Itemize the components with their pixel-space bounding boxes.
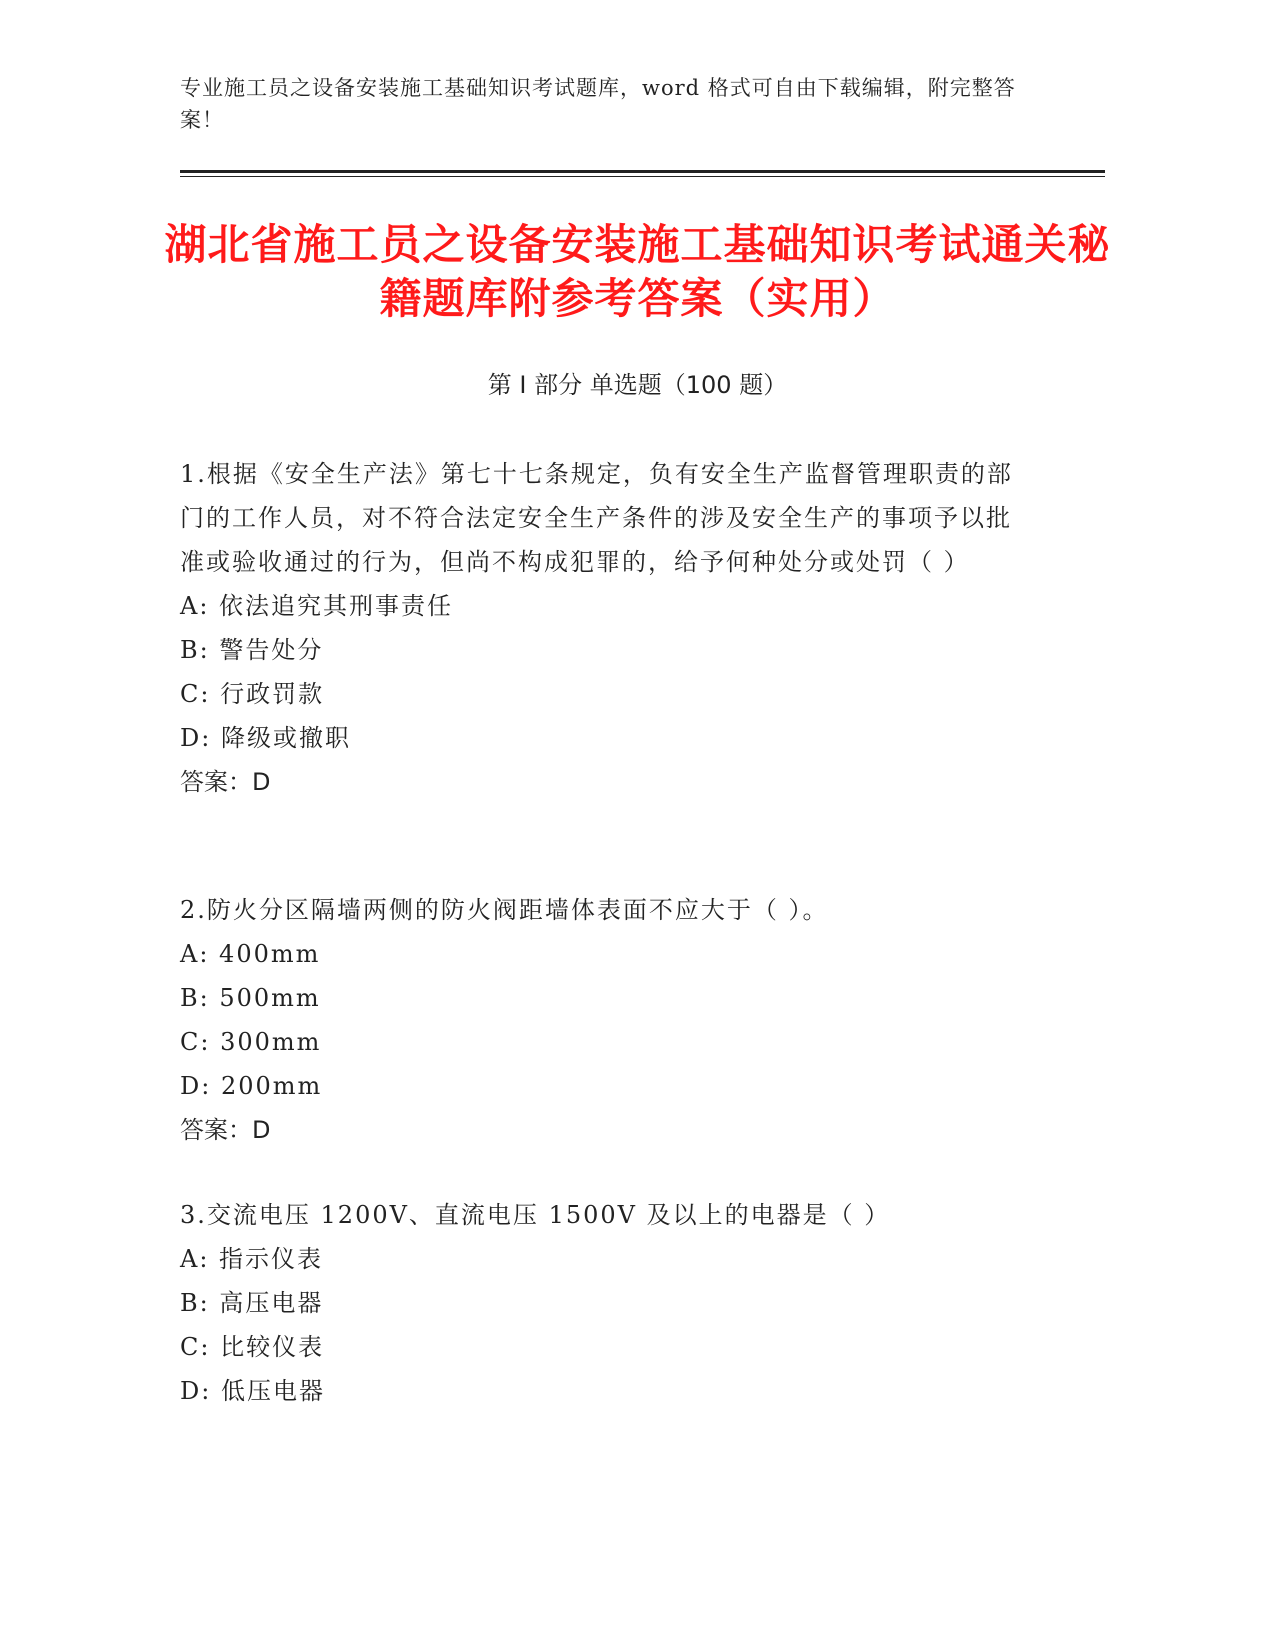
option-c: C: 比较仪表 (180, 1333, 325, 1361)
option-a: A: 400mm (180, 940, 321, 968)
question-text: 1.根据《安全生产法》第七十七条规定，负有安全生产监督管理职责的部门的工作人员，对不符合法定安全生产条件的涉及安全生产的事项予以批准或验收通过的行为，但尚不构成犯罪的，给予何种处分或处罚（ ） (180, 460, 1013, 576)
option-d: D: 降级或撤职 (180, 724, 351, 752)
question-text: 2.防火分区隔墙两侧的防火阀距墙体表面不应大于（ ）。 (180, 896, 829, 924)
question-2 (180, 888, 1030, 1152)
header-divider-thin (180, 176, 1105, 177)
document-title: 湖北省施工员之设备安装施工基础知识考试通关秘籍题库附参考答案（实用） (164, 220, 1111, 323)
option-c: C: 行政罚款 (180, 680, 325, 708)
answer: 答案：D (180, 1116, 271, 1144)
question-3 (180, 1193, 1030, 1413)
option-a: A: 依法追究其刑事责任 (180, 592, 454, 620)
question-1 (180, 452, 1030, 804)
option-a: A: 指示仪表 (180, 1245, 324, 1273)
header-divider-thick (180, 170, 1105, 173)
option-b: B: 高压电器 (180, 1289, 324, 1317)
option-b: B: 警告处分 (180, 636, 324, 664)
option-b: B: 500mm (180, 984, 321, 1012)
section-heading: 第 I 部分 单选题（100 题） (487, 371, 788, 399)
option-d: D: 低压电器 (180, 1377, 325, 1405)
option-d: D: 200mm (180, 1072, 323, 1100)
option-c: C: 300mm (180, 1028, 322, 1056)
question-text: 3.交流电压 1200V、直流电压 1500V 及以上的电器是（ ） (180, 1201, 891, 1229)
answer: 答案：D (180, 768, 271, 796)
header-note: 专业施工员之设备安装施工基础知识考试题库，word 格式可自由下载编辑，附完整答案！ (180, 76, 1016, 132)
